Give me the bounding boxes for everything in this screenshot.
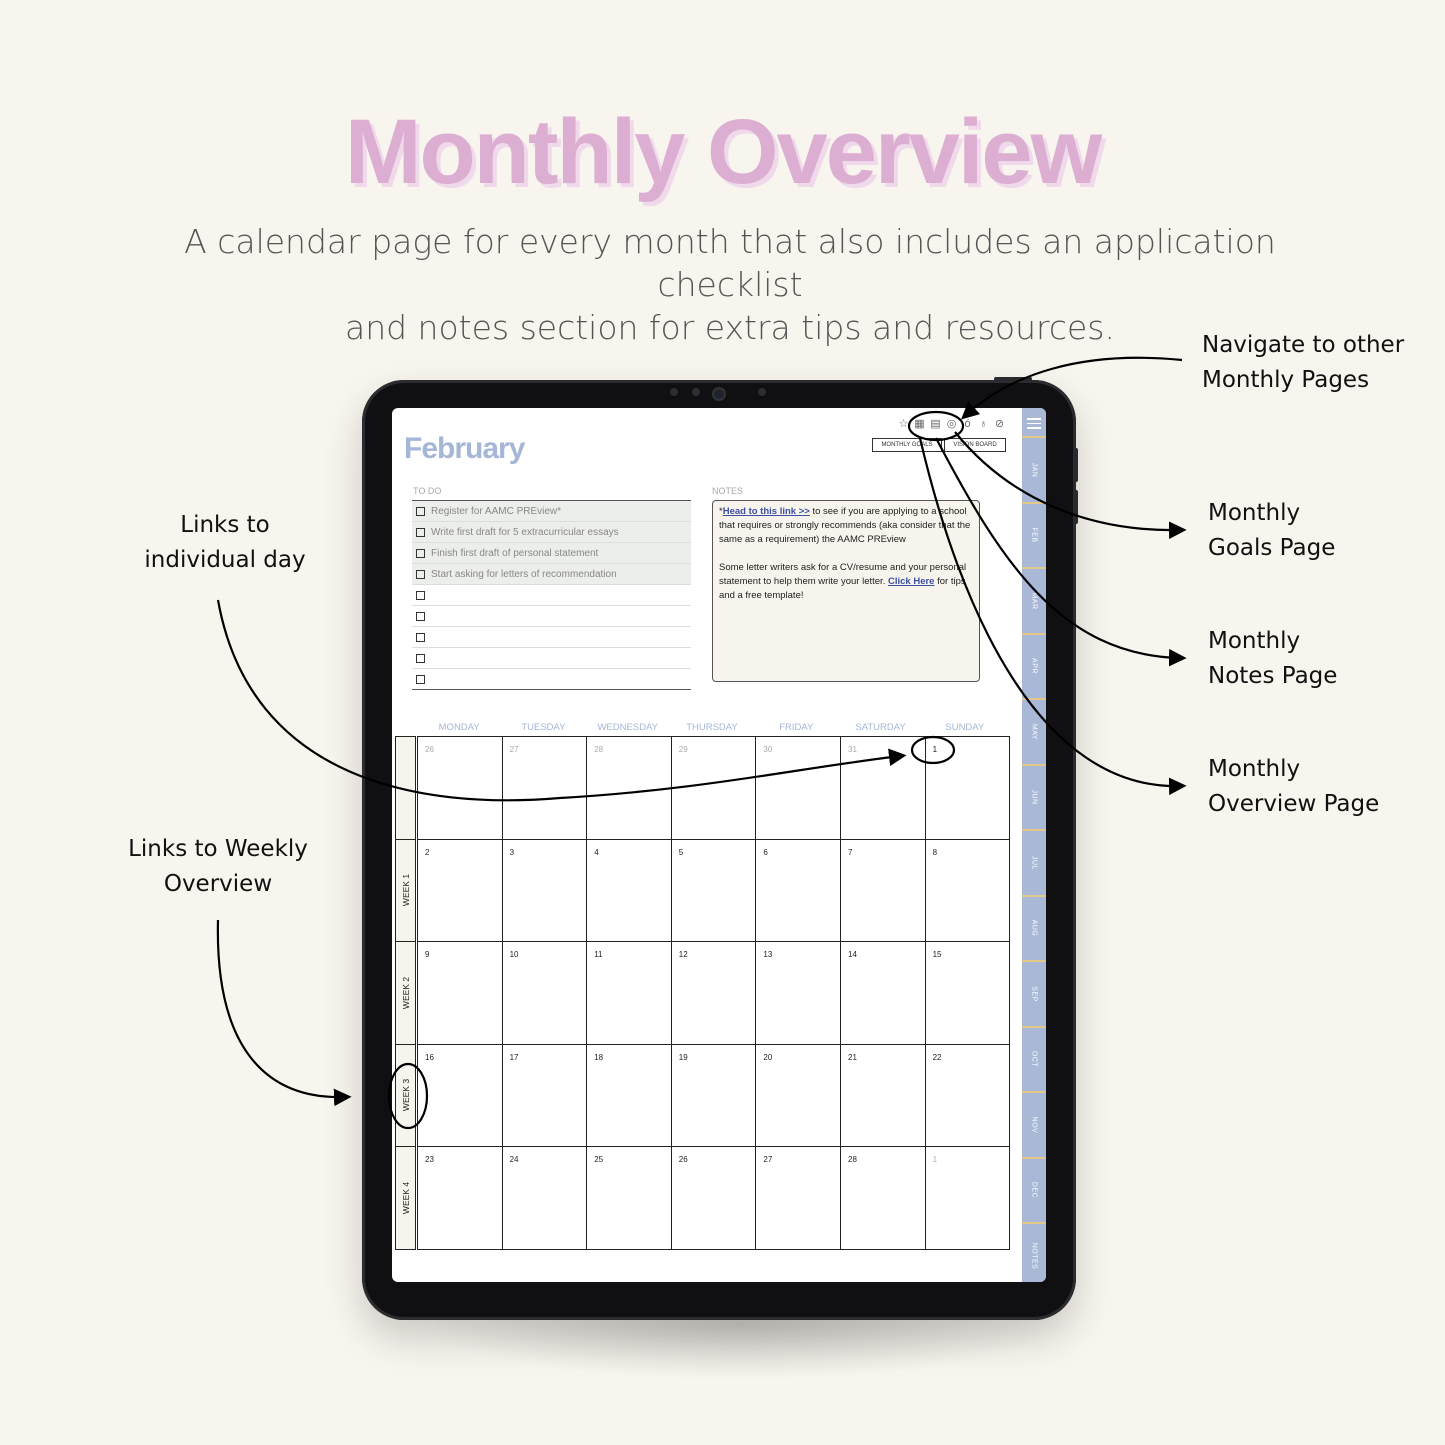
weekday-label: SATURDAY xyxy=(855,722,906,733)
weekday-label: TUESDAY xyxy=(521,722,566,733)
month-tab-label: AUG xyxy=(1030,919,1038,937)
day-number: 26 xyxy=(678,1155,688,1164)
todo-label: TO DO xyxy=(413,486,442,496)
week-label: WEEK 3 xyxy=(400,1079,411,1112)
weekday-label: FRIDAY xyxy=(779,722,814,733)
annotation-navigate xyxy=(1202,328,1404,398)
day-number: 12 xyxy=(678,950,688,959)
annotation-weekly xyxy=(128,832,308,902)
day-number: 28 xyxy=(594,745,604,754)
notes-text: for tips and a free template! xyxy=(719,576,966,601)
month-tab-label: DEC xyxy=(1030,1182,1038,1199)
clipboard-icon[interactable]: ▤ xyxy=(930,418,941,430)
annotation-line: Monthly Pages xyxy=(1202,367,1370,393)
day-number: 21 xyxy=(848,1052,857,1062)
annotation-line: Goals Page xyxy=(1208,535,1336,561)
day-number: 22 xyxy=(932,1052,942,1062)
annotation-line: Overview Page xyxy=(1208,791,1380,817)
day-number: 24 xyxy=(509,1155,519,1164)
day-number: 18 xyxy=(594,1052,604,1062)
week-label: WEEK 1 xyxy=(400,874,411,907)
month-tab-label: JUN xyxy=(1030,789,1038,805)
notes-star: * xyxy=(719,506,723,517)
annotation-line: Monthly xyxy=(1208,628,1301,654)
todo-text: Write first draft for 5 extracurricular essays xyxy=(431,526,619,538)
notes-label: NOTES xyxy=(712,486,744,496)
apple-icon[interactable]: ó xyxy=(964,418,971,430)
day-number: 11 xyxy=(594,950,603,959)
day-number: 13 xyxy=(763,950,773,959)
day-number: 4 xyxy=(594,847,599,857)
day-number: 17 xyxy=(509,1052,519,1062)
annotation-line: Links to xyxy=(180,512,270,538)
month-tab-label: FEB xyxy=(1030,527,1038,543)
day-number: 20 xyxy=(763,1052,773,1062)
annotation-line: Overview xyxy=(163,871,273,897)
week-label: WEEK 4 xyxy=(400,1181,411,1214)
day-number: 15 xyxy=(932,950,942,959)
annotation-line: Monthly xyxy=(1208,756,1301,782)
annotation-goals xyxy=(1208,496,1335,566)
weekday-label: SUNDAY xyxy=(945,722,985,733)
calendar-icon[interactable]: ▦ xyxy=(914,418,925,430)
circle-week-3 xyxy=(389,1064,427,1128)
day-number: 9 xyxy=(425,950,430,959)
notes-text: Some letter writers ask for a CV/resume and your personal statement to help them write your letter. xyxy=(719,562,967,587)
annotation-day xyxy=(140,508,310,578)
monthly-goals-button[interactable]: MONTHLY GOALS xyxy=(872,438,942,452)
annotation-notes xyxy=(1208,624,1337,694)
annotation-line: Links to Weekly xyxy=(128,836,308,862)
day-number: 6 xyxy=(763,847,768,857)
day-number: 5 xyxy=(678,847,684,857)
todo-text: Register for AAMC PREview* xyxy=(431,505,562,517)
day-number: 1 xyxy=(932,1155,938,1164)
arrow-notes xyxy=(936,438,1180,658)
day-number: 16 xyxy=(425,1052,434,1062)
day-number: 10 xyxy=(509,950,519,959)
click-here-link[interactable]: Click Here xyxy=(887,576,935,587)
page-title: Monthly Overview xyxy=(344,101,1101,203)
arrow-navigate xyxy=(966,358,1182,415)
month-tab-label: APR xyxy=(1030,658,1038,675)
star-icon[interactable]: ☆ xyxy=(898,418,909,430)
annotation-overview xyxy=(1208,752,1379,822)
month-tab-label: MAR xyxy=(1030,592,1038,610)
circle-nav-icons xyxy=(909,412,963,440)
stethoscope-icon[interactable]: ♁ xyxy=(979,418,988,430)
notes-text: to see if you are applying to a school that requires or strongly recommends (aka consider that the same as a requirement) the AAMC PREview xyxy=(719,506,971,545)
weekday-label: MONDAY xyxy=(438,722,480,733)
annotation-line: Notes Page xyxy=(1208,663,1338,689)
day-number: 1 xyxy=(932,745,938,754)
day-number: 8 xyxy=(932,847,938,857)
paperclip-icon[interactable]: ⊘ xyxy=(994,418,1005,430)
todo-text: Finish first draft of personal statement xyxy=(431,547,599,559)
subtitle-line-1: A calendar page for every month that also includes an application checklist xyxy=(184,222,1276,304)
month-tab-label: SEP xyxy=(1030,985,1038,1002)
day-number: 19 xyxy=(678,1052,688,1062)
month-title: February xyxy=(404,432,525,465)
day-number: 27 xyxy=(763,1155,773,1164)
vision-board-button[interactable]: VISION BOARD xyxy=(944,438,1006,452)
day-number: 25 xyxy=(594,1155,604,1164)
circle-day-1 xyxy=(912,737,954,763)
month-tab-label: NOTES xyxy=(1030,1242,1038,1270)
week-label: WEEK 2 xyxy=(400,976,411,1009)
day-number: 28 xyxy=(848,1155,857,1164)
annotation-line: Navigate to other xyxy=(1202,332,1405,358)
month-tab-label: MAY xyxy=(1030,723,1038,740)
day-number: 31 xyxy=(848,745,857,754)
todo-text: Start asking for letters of recommendation xyxy=(431,568,617,580)
day-number: 30 xyxy=(763,745,773,754)
subtitle-line-2: and notes section for extra tips and resources. xyxy=(344,308,1115,347)
month-tab-label: NOV xyxy=(1030,1116,1038,1134)
aamc-link[interactable]: Head to this link >> xyxy=(722,506,810,517)
arrow-overview xyxy=(920,438,1180,786)
day-number: 27 xyxy=(509,745,519,754)
arrow-day xyxy=(218,600,900,800)
arrow-goals xyxy=(955,432,1180,530)
arrow-weekly xyxy=(218,920,345,1097)
month-tab-label: OCT xyxy=(1030,1051,1038,1068)
day-number: 2 xyxy=(425,847,430,857)
month-tab-label: JAN xyxy=(1030,462,1038,478)
day-number: 7 xyxy=(848,847,853,857)
day-number: 23 xyxy=(425,1155,434,1164)
day-number: 14 xyxy=(848,950,857,959)
day-number: 3 xyxy=(509,847,515,857)
annotation-line: Monthly xyxy=(1208,500,1301,526)
day-number: 26 xyxy=(425,745,434,754)
day-number: 29 xyxy=(678,745,688,754)
month-tab-label: JUL xyxy=(1030,855,1038,870)
weekday-label: THURSDAY xyxy=(686,722,738,733)
annotation-line: individual day xyxy=(144,547,306,573)
target-icon[interactable]: ◎ xyxy=(946,418,957,430)
weekday-label: WEDNESDAY xyxy=(597,722,658,733)
